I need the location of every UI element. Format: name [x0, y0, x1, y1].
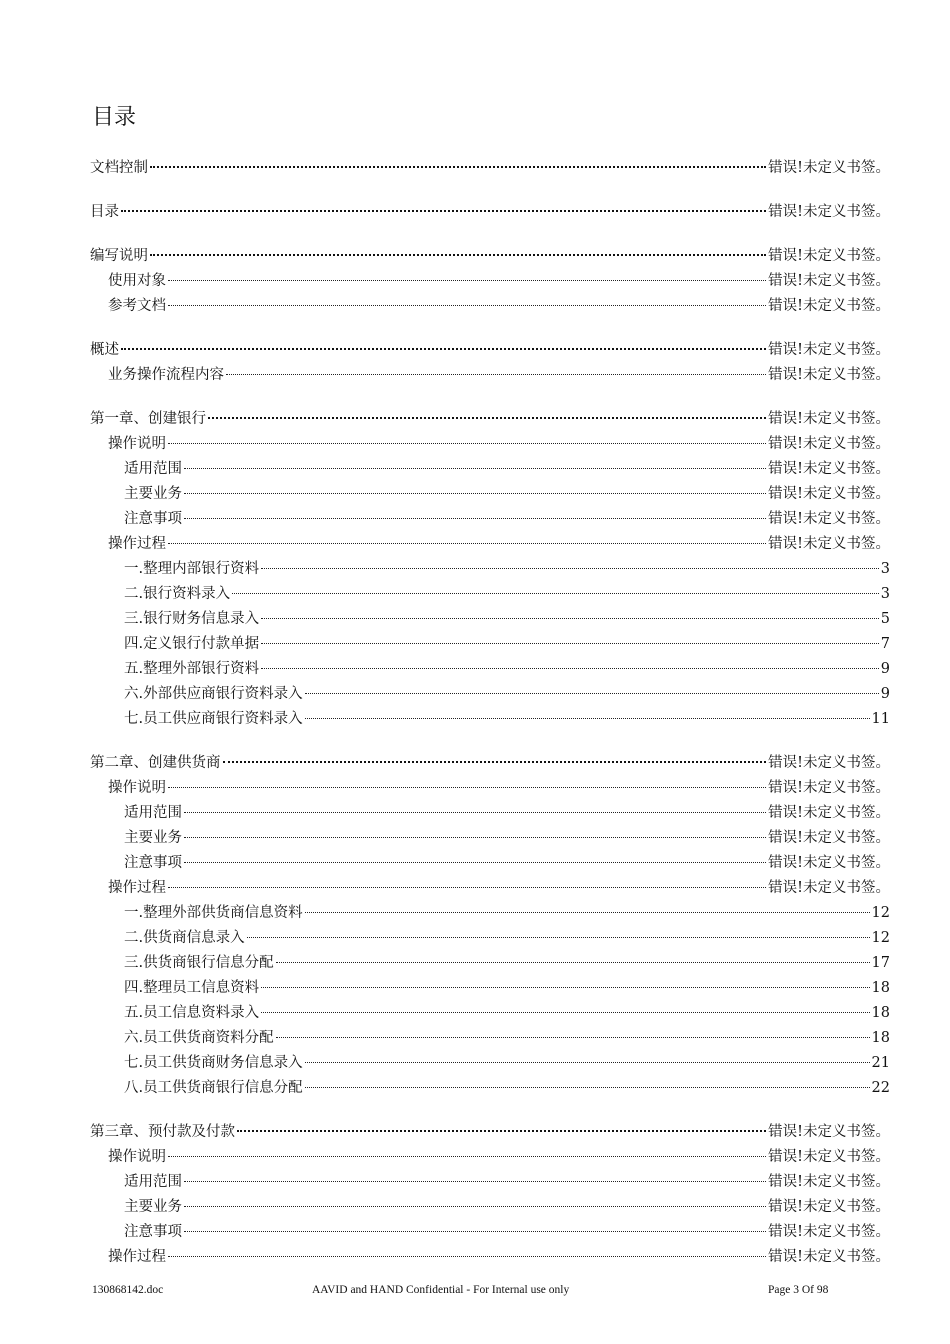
toc-dot-leader	[168, 1156, 766, 1157]
toc-entry-label: 六.员工供货商资料分配	[124, 1030, 274, 1046]
toc-entry-label: 适用范围	[124, 1174, 182, 1190]
toc-entry-page: 错误!未定义书签。	[768, 461, 890, 477]
toc-entry-label: 适用范围	[124, 461, 182, 477]
toc-entry-page: 11	[871, 711, 890, 727]
toc-entry-page: 错误!未定义书签。	[768, 880, 890, 896]
toc-entry[interactable]	[90, 1220, 890, 1245]
toc-dot-leader	[121, 348, 766, 350]
toc-entry[interactable]	[90, 1145, 890, 1170]
toc-entry-page: 错误!未定义书签。	[768, 1224, 890, 1240]
toc-dot-leader	[276, 1037, 870, 1038]
toc-entry-label: 注意事项	[124, 511, 182, 527]
toc-entry-page: 3	[880, 561, 890, 577]
toc-dot-leader	[184, 812, 766, 813]
toc-entry[interactable]	[90, 407, 890, 432]
toc-entry[interactable]	[90, 632, 890, 657]
toc-entry-label: 主要业务	[124, 1199, 182, 1215]
toc-dot-leader	[261, 1012, 869, 1013]
toc-entry-page: 错误!未定义书签。	[768, 830, 890, 846]
toc-dot-leader	[168, 543, 766, 544]
toc-entry-label: 适用范围	[124, 805, 182, 821]
toc-dot-leader	[184, 518, 766, 519]
toc-entry[interactable]	[90, 951, 890, 976]
toc-entry[interactable]	[90, 1001, 890, 1026]
toc-entry-page: 18	[871, 1030, 890, 1046]
toc-entry[interactable]	[90, 457, 890, 482]
toc-dot-leader	[184, 468, 766, 469]
toc-dot-leader	[184, 1231, 766, 1232]
toc-entry-label: 第二章、创建供货商	[90, 755, 221, 771]
toc-dot-leader	[305, 718, 870, 719]
toc-entry[interactable]	[90, 776, 890, 801]
toc-entry-label: 二.银行资料录入	[124, 586, 231, 602]
toc-entry-page: 错误!未定义书签。	[768, 204, 890, 220]
toc-entry[interactable]	[90, 1051, 890, 1076]
toc-dot-leader	[168, 1256, 766, 1257]
toc-entry-page: 错误!未定义书签。	[768, 1124, 890, 1140]
toc-entry[interactable]	[90, 507, 890, 532]
toc-dot-leader	[184, 1181, 766, 1182]
toc-entry-label: 操作过程	[108, 1249, 166, 1265]
toc-entry-page: 错误!未定义书签。	[768, 536, 890, 552]
toc-entry-page: 17	[871, 955, 890, 971]
toc-entry-label: 主要业务	[124, 830, 182, 846]
toc-entry[interactable]	[90, 826, 890, 851]
toc-entry[interactable]	[90, 1195, 890, 1220]
toc-entry-label: 操作说明	[108, 436, 166, 452]
toc-dot-leader	[208, 417, 766, 419]
toc-dot-leader	[223, 761, 767, 763]
toc-entry[interactable]	[90, 244, 890, 269]
page-title: 目录	[92, 105, 137, 130]
toc-entry-page: 12	[871, 905, 890, 921]
toc-entry[interactable]	[90, 1170, 890, 1195]
toc-entry-label: 六.外部供应商银行资料录入	[124, 686, 303, 702]
toc-entry-label: 操作过程	[108, 536, 166, 552]
toc-dot-leader	[261, 987, 869, 988]
table-of-contents	[90, 156, 890, 1270]
toc-dot-leader	[184, 862, 766, 863]
toc-entry-label: 目录	[90, 204, 119, 220]
toc-entry-label: 三.供货商银行信息分配	[124, 955, 274, 971]
toc-entry-label: 三.银行财务信息录入	[124, 611, 260, 627]
toc-entry-page: 7	[880, 636, 890, 652]
toc-entry-label: 主要业务	[124, 486, 182, 502]
footer-doc-name: 130868142.doc	[92, 1284, 164, 1296]
toc-dot-leader	[261, 643, 879, 644]
toc-dot-leader	[226, 374, 766, 375]
toc-entry-label: 二.供货商信息录入	[124, 930, 245, 946]
toc-entry[interactable]	[90, 657, 890, 682]
toc-entry[interactable]	[90, 751, 890, 776]
toc-entry-page: 错误!未定义书签。	[768, 298, 890, 314]
toc-entry-label: 四.整理员工信息资料	[124, 980, 260, 996]
toc-entry-page: 错误!未定义书签。	[768, 273, 890, 289]
toc-entry-page: 错误!未定义书签。	[768, 1174, 890, 1190]
toc-entry-label: 注意事项	[124, 1224, 182, 1240]
toc-entry-page: 9	[880, 661, 890, 677]
toc-entry-page: 错误!未定义书签。	[768, 755, 890, 771]
toc-entry[interactable]	[90, 1076, 890, 1101]
toc-entry[interactable]	[90, 707, 890, 732]
toc-entry[interactable]	[90, 200, 890, 225]
toc-entry-label: 编写说明	[90, 248, 148, 264]
toc-dot-leader	[276, 962, 870, 963]
toc-entry[interactable]	[90, 557, 890, 582]
toc-entry[interactable]	[90, 582, 890, 607]
toc-entry-page: 错误!未定义书签。	[768, 780, 890, 796]
toc-entry[interactable]	[90, 801, 890, 826]
toc-dot-leader	[150, 254, 766, 256]
toc-entry[interactable]	[90, 269, 890, 294]
toc-dot-leader	[247, 937, 870, 938]
toc-entry[interactable]	[90, 532, 890, 557]
toc-entry-label: 七.员工供货商财务信息录入	[124, 1055, 303, 1071]
toc-dot-leader	[168, 787, 766, 788]
toc-dot-leader	[305, 1062, 870, 1063]
toc-entry-page: 5	[880, 611, 890, 627]
toc-entry-page: 21	[871, 1055, 890, 1071]
toc-entry-label: 操作过程	[108, 880, 166, 896]
toc-entry[interactable]	[90, 1245, 890, 1270]
toc-entry[interactable]	[90, 926, 890, 951]
toc-entry[interactable]	[90, 607, 890, 632]
toc-entry-page: 错误!未定义书签。	[768, 367, 890, 383]
toc-entry-page: 错误!未定义书签。	[768, 1149, 890, 1165]
toc-entry-page: 错误!未定义书签。	[768, 1199, 890, 1215]
toc-entry[interactable]	[90, 1026, 890, 1051]
toc-entry-label: 一.整理内部银行资料	[124, 561, 260, 577]
toc-entry-label: 七.员工供应商银行资料录入	[124, 711, 303, 727]
footer-confidential: AAVID and HAND Confidential - For Internal use only	[312, 1284, 570, 1296]
toc-dot-leader	[261, 568, 879, 569]
toc-dot-leader	[237, 1130, 766, 1132]
toc-dot-leader	[305, 693, 879, 694]
toc-dot-leader	[168, 887, 766, 888]
toc-dot-leader	[168, 443, 766, 444]
toc-dot-leader	[184, 837, 766, 838]
toc-entry-page: 错误!未定义书签。	[768, 436, 890, 452]
toc-entry[interactable]	[90, 851, 890, 876]
toc-entry-page: 错误!未定义书签。	[768, 511, 890, 527]
toc-entry-label: 文档控制	[90, 160, 148, 176]
toc-entry-label: 第一章、创建银行	[90, 411, 206, 427]
toc-dot-leader	[261, 618, 879, 619]
toc-entry[interactable]	[90, 1120, 890, 1145]
toc-entry-page: 错误!未定义书签。	[768, 160, 890, 176]
toc-entry-label: 四.定义银行付款单据	[124, 636, 260, 652]
toc-entry-label: 操作说明	[108, 780, 166, 796]
toc-dot-leader	[184, 493, 766, 494]
toc-entry-page: 错误!未定义书签。	[768, 1249, 890, 1265]
toc-entry-label: 概述	[90, 342, 119, 358]
toc-entry-label: 使用对象	[108, 273, 166, 289]
toc-entry[interactable]	[90, 901, 890, 926]
toc-entry[interactable]	[90, 294, 890, 319]
toc-entry-label: 五.整理外部银行资料	[124, 661, 260, 677]
toc-entry[interactable]	[90, 976, 890, 1001]
toc-entry-page: 错误!未定义书签。	[768, 342, 890, 358]
toc-entry-label: 参考文档	[108, 298, 166, 314]
toc-entry-page: 错误!未定义书签。	[768, 248, 890, 264]
toc-dot-leader	[305, 1087, 870, 1088]
toc-entry-page: 错误!未定义书签。	[768, 486, 890, 502]
toc-entry-label: 业务操作流程内容	[108, 367, 224, 383]
toc-entry-page: 9	[880, 686, 890, 702]
toc-entry-label: 一.整理外部供货商信息资料	[124, 905, 303, 921]
toc-entry-page: 错误!未定义书签。	[768, 411, 890, 427]
toc-entry-label: 五.员工信息资料录入	[124, 1005, 260, 1021]
toc-entry-page: 12	[871, 930, 890, 946]
toc-entry-page: 18	[871, 980, 890, 996]
toc-entry-label: 八.员工供货商银行信息分配	[124, 1080, 303, 1096]
toc-entry[interactable]	[90, 363, 890, 388]
toc-entry-page: 22	[871, 1080, 890, 1096]
toc-entry-page: 错误!未定义书签。	[768, 855, 890, 871]
toc-dot-leader	[168, 305, 766, 306]
footer-page-number: Page 3 Of 98	[768, 1284, 829, 1296]
toc-dot-leader	[232, 593, 879, 594]
toc-entry[interactable]	[90, 156, 890, 181]
toc-entry-label: 注意事项	[124, 855, 182, 871]
toc-entry[interactable]	[90, 482, 890, 507]
toc-dot-leader	[184, 1206, 766, 1207]
toc-entry[interactable]	[90, 432, 890, 457]
toc-entry[interactable]	[90, 876, 890, 901]
toc-entry-page: 3	[880, 586, 890, 602]
toc-dot-leader	[168, 280, 766, 281]
toc-entry[interactable]	[90, 338, 890, 363]
toc-entry-page: 18	[871, 1005, 890, 1021]
toc-dot-leader	[121, 210, 766, 212]
toc-dot-leader	[305, 912, 870, 913]
toc-dot-leader	[261, 668, 879, 669]
toc-entry-page: 错误!未定义书签。	[768, 805, 890, 821]
toc-entry-label: 第三章、预付款及付款	[90, 1124, 235, 1140]
toc-entry-label: 操作说明	[108, 1149, 166, 1165]
toc-entry[interactable]	[90, 682, 890, 707]
toc-dot-leader	[150, 166, 766, 168]
